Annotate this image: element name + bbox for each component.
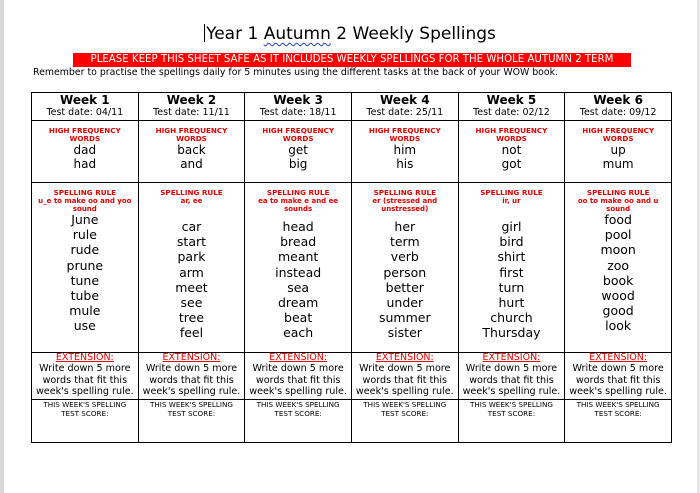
extension-cell	[565, 353, 672, 400]
rule-description: sounds	[284, 205, 313, 213]
hf-word: big	[288, 157, 308, 171]
spelling-word: good	[602, 303, 634, 319]
page-left-edge	[0, 0, 4, 493]
spelling-word: tune	[70, 272, 100, 288]
hf-word: got	[501, 157, 522, 171]
spelling-word: prune	[66, 257, 104, 273]
red-banner: PLEASE KEEP THIS SHEET SAFE AS IT INCLUDES WEEKLY SPELLINGS FOR THE WHOLE AUTUMN 2 TERM	[73, 53, 631, 67]
rule-description: er (stressed and	[372, 197, 438, 205]
spelling-list	[565, 212, 671, 334]
week-header-cell	[245, 93, 352, 121]
hf-title-line2: WORDS	[69, 134, 101, 143]
rule-title: SPELLING RULE	[53, 188, 117, 197]
score-row	[32, 400, 672, 443]
score-label: THIS WEEK'S SPELLING	[469, 400, 553, 409]
extension-title: EXTENSION:	[162, 352, 221, 363]
extension-text: Write down 5 more	[572, 363, 664, 374]
extension-text: words that fit this	[255, 374, 341, 386]
test-date: Test date: 04/11	[46, 107, 124, 118]
spelling-word: feel	[179, 325, 204, 341]
hf-title-line1: HIGH FREQUENCY	[155, 126, 228, 135]
reminder-text: Remember to practise the spellings daily for 5 minutes using the different tasks at the back of your WOW book.	[33, 67, 559, 78]
spelling-word: car	[181, 219, 202, 234]
week-header-cell	[32, 93, 139, 121]
extension-text: words that fit this	[575, 374, 661, 386]
extension-cell	[138, 353, 245, 400]
spelling-word: beat	[284, 310, 313, 326]
test-date: Test date: 18/11	[259, 107, 337, 118]
score-cell	[138, 400, 245, 443]
hf-word: him	[393, 143, 417, 157]
spelling-word: summer	[378, 310, 431, 326]
spelling-word: zoo	[607, 257, 630, 273]
week-label: Week 5	[486, 93, 537, 107]
hf-title-line1: HIGH FREQUENCY	[262, 126, 335, 135]
test-date: Test date: 25/11	[366, 107, 444, 118]
rule-title: SPELLING RULE	[586, 188, 650, 197]
extension-cell	[351, 353, 458, 400]
spelling-word: moon	[600, 242, 636, 258]
hf-word: back	[177, 143, 206, 157]
spelling-word: term	[389, 234, 420, 250]
extension-text: week's spelling rule.	[462, 386, 561, 397]
spelling-word: Thursday	[482, 325, 541, 341]
rule-title: SPELLING RULE	[266, 188, 330, 197]
spelling-list	[139, 219, 245, 341]
rule-description: sound	[606, 205, 631, 213]
rule-description: ea to make e and ee	[258, 197, 339, 205]
hf-word: up	[610, 143, 626, 157]
extension-cell	[458, 353, 565, 400]
rule-description: unstressed)	[381, 205, 429, 213]
rule-cell	[138, 183, 245, 353]
score-label: THIS WEEK'S SPELLING	[576, 400, 660, 409]
spelling-table	[31, 92, 672, 443]
spelling-list	[459, 219, 565, 341]
extension-text: Write down 5 more	[465, 363, 558, 374]
hf-cell	[138, 121, 245, 183]
spelling-word: instead	[275, 264, 322, 280]
spelling-word: better	[385, 279, 424, 295]
extension-text: week's spelling rule.	[142, 386, 241, 397]
high-frequency-row	[32, 121, 672, 183]
extension-row	[32, 353, 672, 400]
spelling-list	[352, 219, 458, 341]
extension-text: words that fit this	[469, 374, 554, 386]
hf-word: his	[396, 157, 414, 171]
extension-cell	[245, 353, 352, 400]
hf-title-line1: HIGH FREQUENCY	[368, 126, 441, 135]
extension-title: EXTENSION:	[482, 352, 541, 363]
spelling-word: bird	[499, 234, 524, 250]
hf-title-line1: HIGH FREQUENCY	[582, 126, 655, 135]
spelling-word: verb	[390, 249, 419, 265]
spelling-word: book	[602, 272, 634, 288]
hf-cell	[32, 121, 139, 183]
hf-word: not	[501, 143, 522, 157]
hf-word: and	[180, 157, 203, 171]
extension-text: week's spelling rule.	[249, 386, 348, 397]
rule-title: SPELLING RULE	[160, 188, 223, 197]
score-cell	[245, 400, 352, 443]
hf-cell	[458, 121, 565, 183]
text-cursor	[204, 24, 205, 42]
rule-description: oo to make oo and u	[577, 197, 659, 205]
hf-title-line1: HIGH FREQUENCY	[48, 126, 121, 135]
rule-cell	[245, 183, 352, 353]
week-label: Week 2	[166, 93, 217, 107]
extension-text: words that fit this	[149, 374, 234, 386]
week-header-row	[32, 93, 672, 121]
week-header-cell	[565, 93, 672, 121]
hf-cell	[351, 121, 458, 183]
extension-title: EXTENSION:	[589, 352, 648, 363]
title-prefix: Year 1	[206, 24, 264, 44]
spelling-word: June	[71, 212, 99, 227]
week-label: Week 3	[273, 93, 323, 107]
week-label: Week 1	[60, 93, 110, 107]
spelling-word: sister	[387, 325, 422, 341]
spelling-word: park	[177, 249, 206, 265]
hf-word: dad	[73, 143, 97, 157]
extension-text: words that fit this	[362, 374, 448, 386]
hf-word: mum	[602, 157, 634, 171]
spelling-rule-row	[32, 183, 672, 353]
test-date: Test date: 09/12	[579, 107, 657, 118]
spelling-word: rule	[72, 227, 97, 243]
rule-cell	[32, 183, 139, 353]
rule-cell	[458, 183, 565, 353]
spelling-word: her	[394, 219, 416, 234]
spelling-word: tube	[70, 288, 100, 304]
rule-description: ar, ee	[180, 197, 203, 205]
score-label: THIS WEEK'S SPELLING	[363, 400, 447, 409]
page-title	[0, 24, 700, 44]
hf-word: had	[73, 157, 97, 171]
spelling-list	[32, 212, 138, 334]
spelling-word: wood	[601, 288, 635, 304]
title-spellcheck-word[interactable]: Autumn	[263, 24, 331, 44]
extension-cell	[32, 353, 139, 400]
extension-title: EXTENSION:	[55, 352, 114, 363]
spelling-word: girl	[501, 219, 522, 234]
extension-text: Write down 5 more	[252, 363, 344, 374]
spelling-word: first	[499, 264, 524, 280]
extension-text: week's spelling rule.	[569, 386, 668, 397]
week-label: Week 6	[593, 93, 643, 107]
spelling-word: rude	[70, 242, 100, 258]
hf-title-line2: WORDS	[176, 134, 207, 143]
extension-text: week's spelling rule.	[355, 386, 454, 397]
spelling-word: shirt	[497, 249, 526, 265]
extension-text: words that fit this	[42, 374, 128, 386]
hf-word: get	[288, 143, 308, 157]
spelling-word: start	[176, 234, 207, 250]
rule-description: ir, ur	[502, 197, 521, 205]
hf-cell	[565, 121, 672, 183]
spelling-word: turn	[498, 279, 525, 295]
hf-cell	[245, 121, 352, 183]
rule-title: SPELLING RULE	[373, 188, 437, 197]
spelling-word: each	[283, 325, 314, 341]
hf-title-line2: WORDS	[389, 134, 421, 143]
rule-cell	[565, 183, 672, 353]
score-cell	[458, 400, 565, 443]
spelling-word: bread	[280, 234, 317, 250]
score-cell	[32, 400, 139, 443]
spelling-word: church	[490, 310, 533, 326]
score-label: TEST SCORE:	[167, 409, 216, 418]
rule-cell	[351, 183, 458, 353]
extension-text: Write down 5 more	[359, 363, 451, 374]
score-label: THIS WEEK'S SPELLING	[43, 400, 127, 409]
score-cell	[565, 400, 672, 443]
rule-description: sound	[72, 205, 97, 213]
spelling-word: arm	[179, 264, 204, 280]
rule-title: SPELLING RULE	[480, 188, 543, 197]
score-label: THIS WEEK'S SPELLING	[256, 400, 340, 409]
spelling-word: pool	[604, 227, 632, 243]
score-label: THIS WEEK'S SPELLING	[149, 400, 233, 409]
title-suffix: 2 Weekly Spellings	[330, 24, 496, 44]
score-label: TEST SCORE:	[594, 409, 642, 418]
hf-title-line2: WORDS	[602, 134, 634, 143]
spelling-word: food	[604, 212, 632, 227]
week-label: Week 4	[380, 93, 430, 107]
spelling-word: look	[605, 318, 632, 334]
extension-text: Write down 5 more	[145, 363, 238, 374]
spelling-word: person	[383, 264, 427, 280]
extension-title: EXTENSION:	[375, 352, 434, 363]
spelling-word: head	[282, 219, 314, 234]
hf-title-line2: WORDS	[282, 134, 314, 143]
spelling-word: under	[386, 295, 424, 311]
spelling-word: see	[180, 295, 203, 311]
hf-title-line1: HIGH FREQUENCY	[475, 126, 548, 135]
spelling-word: sea	[287, 279, 310, 295]
week-header-cell	[351, 93, 458, 121]
score-label: TEST SCORE:	[61, 409, 109, 418]
score-label: TEST SCORE:	[274, 409, 322, 418]
score-label: TEST SCORE:	[487, 409, 536, 418]
spelling-word: use	[73, 318, 96, 334]
week-header-cell	[458, 93, 565, 121]
spelling-word: meant	[277, 249, 319, 265]
rule-description: u_e to make oo and yoo	[38, 197, 132, 205]
hf-title-line2: WORDS	[496, 134, 527, 143]
spelling-list	[245, 219, 351, 341]
extension-title: EXTENSION:	[269, 352, 328, 363]
score-label: TEST SCORE:	[381, 409, 429, 418]
spelling-word: tree	[178, 310, 205, 326]
extension-text: Write down 5 more	[39, 363, 131, 374]
week-header-cell	[138, 93, 245, 121]
spelling-word: dream	[277, 295, 319, 311]
score-cell	[351, 400, 458, 443]
spelling-word: mule	[69, 303, 101, 319]
spelling-word: meet	[175, 279, 208, 295]
extension-text: week's spelling rule.	[35, 386, 134, 397]
test-date: Test date: 02/12	[473, 107, 550, 118]
test-date: Test date: 11/11	[153, 107, 230, 118]
spelling-word: hurt	[498, 295, 525, 311]
